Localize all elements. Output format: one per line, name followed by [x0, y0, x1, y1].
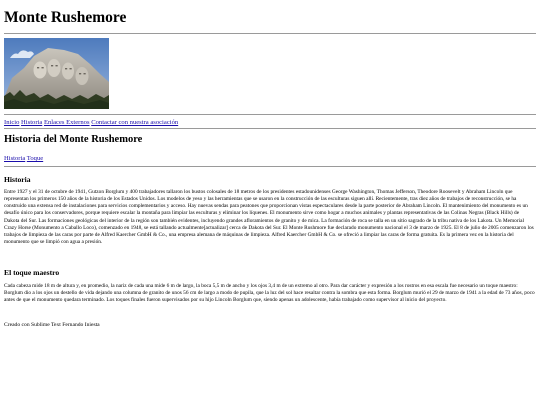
main-nav [4, 119, 178, 126]
mount-rushmore-photo [4, 38, 109, 109]
divider [4, 128, 536, 129]
divider [4, 166, 536, 167]
nav-link-contactar[interactable]: Contactar con nuestra asociación [91, 119, 179, 126]
hero-image [4, 38, 109, 109]
historia-paragraph: Entre 1927 y el 31 de octubre de 1941, Gutzon Borglum y 400 trabajadores tallaron los bustos colosales de 18 metros de los presidentes estadounidenses George Washington, Thomas Jefferson, Theodore Roosevelt y Abraham Lincoln que representan los primeros 150 años de la historia de los Estados Unidos. Los modelos de yeso y las herramientas que se usaron en la construcción de las esculturas siguen allí. Recientemente, tras diez años de trabajos de reconstrucción, se ha construido una extensa red de instalaciones para servicios complementarios y acceso. Hay nuevas sendas para peatones que proporcionan vistas espectaculares desde la parte posterior de Abraham Lincoln. El mantenimiento del monumento es un desafío único para los conservadores, porque requiere escalar la montaña para limpiar las esculturas y eliminar los líquenes. El monumento sirve como hogar a muchos animales y plantas representativas de las Colinas Negras (Black Hills) de Dakota del Sur. Las formaciones geológicas del interior de la región son también evidentes, incluyendo grandes afloramientos de granito y de mica. La formación de roca se talla en un sitio sagrado de la tribu nativa de los Lakota. Un Memorial Crazy Horse (Monumento a Caballo Loco), comenzado en 1948, se está tallando actualmente[actualizar] cerca de Dakota del Sur. El Monte Rushmore fue declarado monumento nacional el 3 de marzo de 1925. El 8 de julio de 2005 comenzaron los trabajos de limpieza de las caras por parte de Alfred Kaercher GmbH & Co., una empresa alemana de máquinas de limpieza. Alfred Kaercher GmbH & Co. se ofreció a limpiar las caras de forma gratuita. Es la primera vez en la historia del monumento que se limpió con agua a presión. [4, 189, 534, 246]
nav-link-enlaces-externos[interactable]: Enlaces Externos [43, 119, 90, 126]
historia-heading: Historia [4, 175, 31, 184]
toque-paragraph: Cada cabeza mide 18 m de altura y, en promedio, la nariz de cada una mide 6 m de largo, la boca 5,5 m de ancho y los ojos 3,4 m de un extremo al otro. Para dar carácter y expresión a los rostros en esa escala fue necesario un toque maestro: Borglum dio a los ojos un destello de vida dejando una columna de granito de unos 56 cm de largo a modo de pupila, que la luz del sol hace resaltar contra la sombra que esta forma. Borglum murió el 29 de marzo de 1941 a la edad de 73 años, poco antes de que el monumento quedara terminado. Los toques finales fueron supervisados por su hijo Lincoln Borglum que, siendo apenas un adolescente, había trabajado como supervisor al inicio del proyecto. [4, 283, 535, 304]
section-heading: Historia del Monte Rushemore [4, 134, 143, 145]
divider [4, 114, 536, 115]
nav-link-historia[interactable]: Historia [21, 119, 43, 126]
subnav-link-historia[interactable]: Historia [4, 155, 26, 162]
toque-heading: El toque maestro [4, 268, 60, 277]
section-nav [4, 155, 43, 162]
nav-link-inicio[interactable]: Inicio [4, 119, 20, 126]
footer-credit: Creado con Sublime Text Fernando Iniesta [4, 322, 100, 328]
subnav-link-toque[interactable]: Toque [26, 155, 44, 162]
page-title: Monte Rushemore [4, 9, 127, 26]
divider [4, 33, 536, 34]
